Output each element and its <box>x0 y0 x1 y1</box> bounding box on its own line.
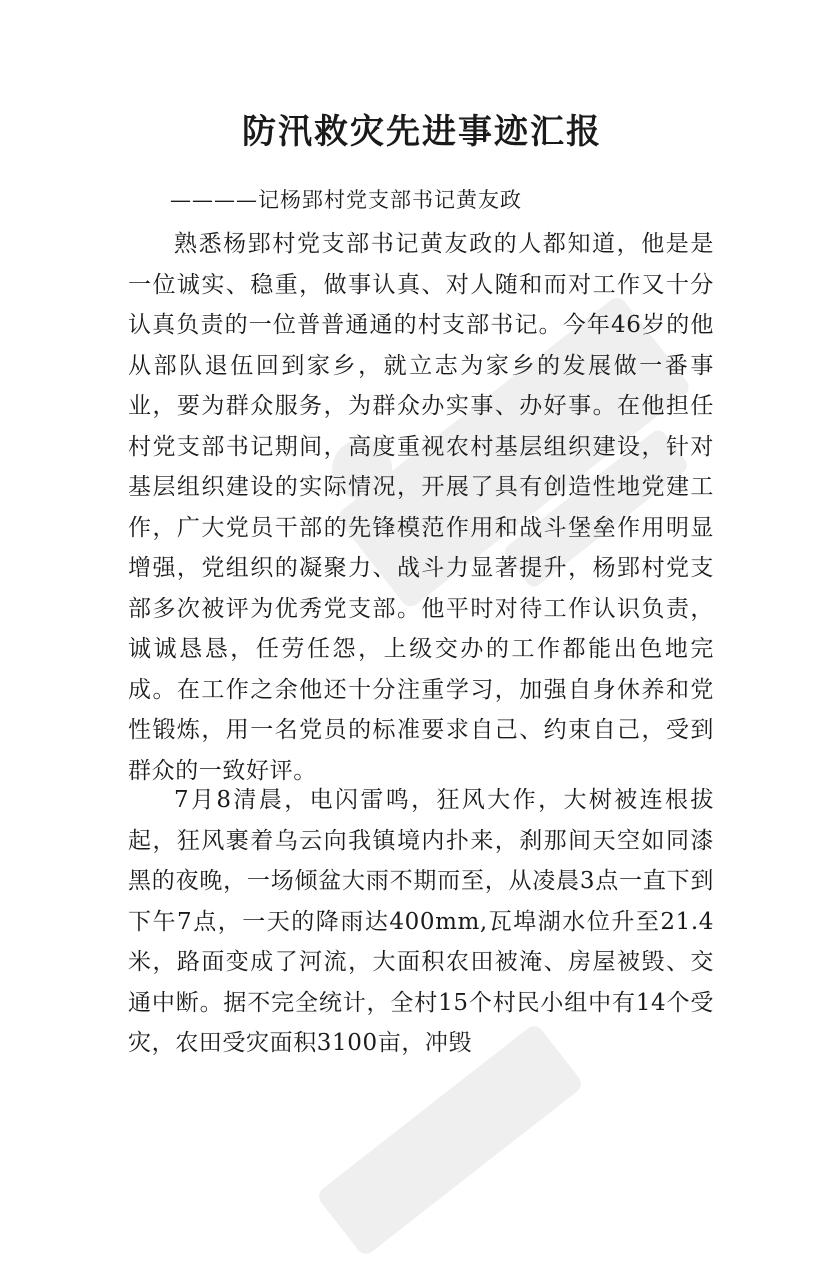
document-subtitle: ————记杨郢村党支部书记黄友政 <box>170 188 522 212</box>
body-paragraph-1: 熟悉杨郢村党支部书记黄友政的人都知道，他是是一位诚实、稳重，做事认真、对人随和而对工作又十分认真负责的一位普普通通的村支部书记。今年46岁的他从部队退伍回到家乡，就立志为家乡的发展做一番事业，要为群众服务，为群众办实事、办好事。在他担任村党支部书记期间，高度重视农村基层组织建设，针对基层组织建设的实际情况，开展了具有创造性地党建工作，广大党员干部的先锋模范作用和战斗堡垒作用明显增强，党组织的凝聚力、战斗力显著提升，杨郢村党支部多次被评为优秀党支部。他平时对待工作认识负责，诚诚恳恳，任劳任怨，上级交办的工作都能出色地完成。在工作之余他还十分注重学习，加强自身休养和党性锻炼，用一名党员的标准要求自己、约束自己，受到群众的一致好评。 <box>128 231 714 784</box>
document-title: 防汛救灾先进事迹汇报 <box>242 112 602 152</box>
body-paragraph-2: 7月8清晨，电闪雷鸣，狂风大作，大树被连根拔起，狂风裹着乌云向我镇境内扑来，刹那间天空如同漆黑的夜晚，一场倾盆大雨不期而至，从凌晨3点一直下到下午7点，一天的降雨达400mm,瓦埠湖水位升至21.4米，路面变成了河流，大面积农田被淹、房屋被毁、交通中断。据不完全统计，全村15个村民小组中有14个受灾，农田受灾面积3100亩，冲毁 <box>128 787 714 1056</box>
